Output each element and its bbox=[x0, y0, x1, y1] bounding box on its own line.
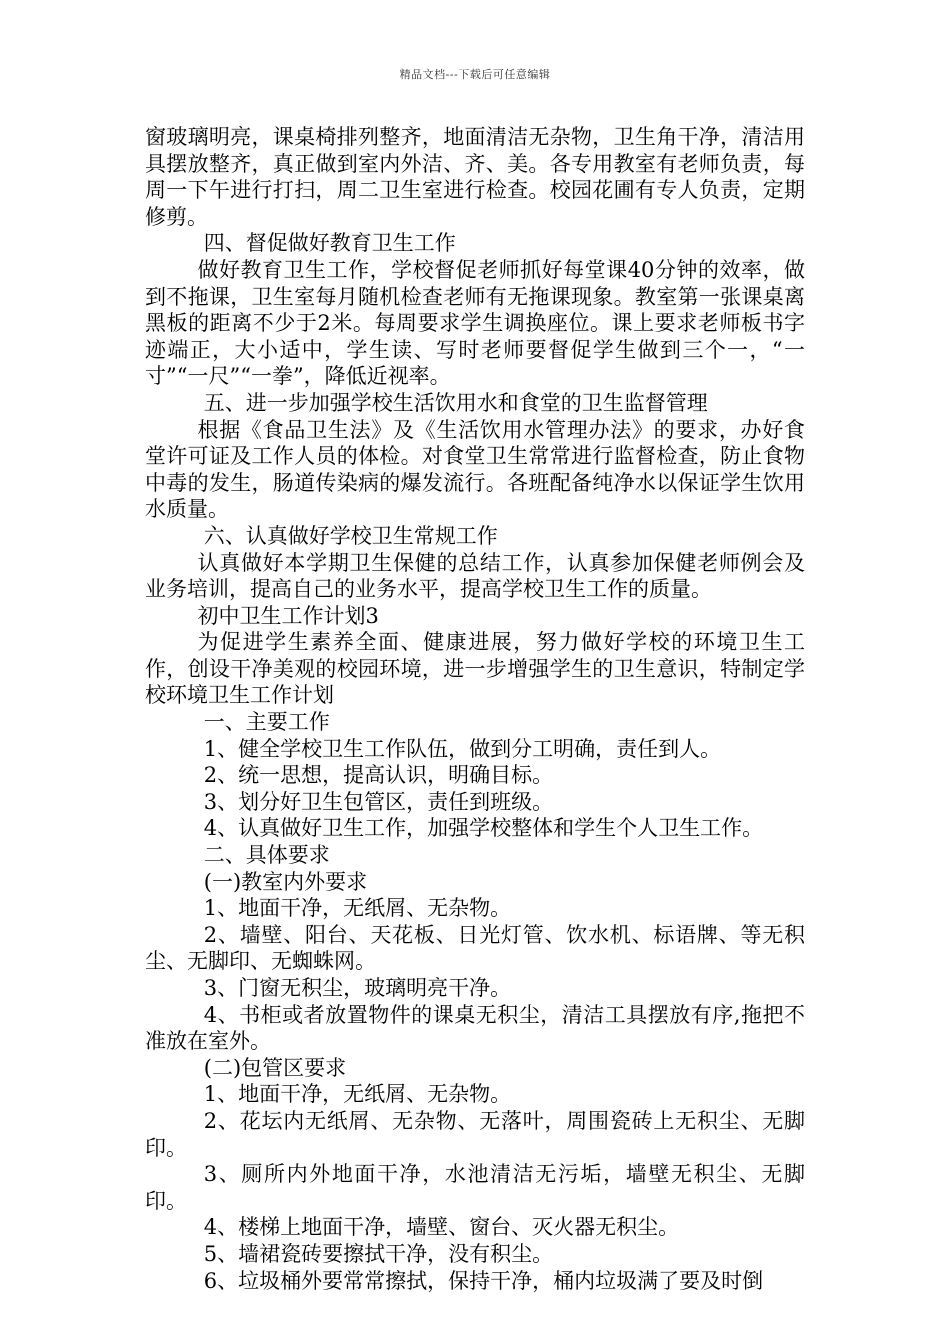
paragraph: 做好教育卫生工作，学校督促老师抓好每堂课40分钟的效率，做到不拖课，卫生室每月随机检查老师有无拖课现象。教室第一张课桌离黑板的距离不少于2米。每周要求学生调换座位。课上要求老师板书字迹端正，大小适中，学生读、写时老师要督促学生做到三个一，“一寸”“一尺”“一拳”，降低近视率。 bbox=[145, 257, 805, 389]
list-item: 2、墙壁、阳台、天花板、日光灯管、饮水机、标语牌、等无积尘、无脚印、无蜘蛛网。 bbox=[145, 922, 805, 974]
document-body bbox=[145, 124, 805, 1294]
paragraph: 根据《食品卫生法》及《生活饮用水管理办法》的要求，办好食堂许可证及工作人员的体检。对食堂卫生常常进行监督检查，防止食物中毒的发生，肠道传染病的爆发流行。各班配备纯净水以保证学生饮用水质量。 bbox=[145, 417, 805, 522]
list-item: 4、楼梯上地面干净，墙壁、窗台、灭火器无积尘。 bbox=[203, 1215, 680, 1240]
subsection-heading: (一)教室内外要求 bbox=[203, 869, 368, 894]
list-item: 4、认真做好卫生工作，加强学校整体和学生个人卫生工作。 bbox=[203, 816, 764, 841]
section-heading: 六、认真做好学校卫生常规工作 bbox=[203, 523, 498, 548]
paragraph: 窗玻璃明亮，课桌椅排列整齐，地面清洁无杂物，卫生角干净，清洁用具摆放整齐，真正做到室内外洁、齐、美。各专用教室有老师负责，每周一下午进行打扫，周二卫生室进行检查。校园花圃有专人负责，定期修剪。 bbox=[145, 125, 805, 229]
list-item: 2、统一思想，提高认识，明确目标。 bbox=[203, 763, 554, 788]
list-item: 1、地面干净，无纸屑、无杂物。 bbox=[203, 1082, 512, 1107]
list-item: 3、门窗无积尘，玻璃明亮干净。 bbox=[203, 976, 512, 1000]
list-item: 3、厕所内外地面干净，水池清洁无污垢，墙壁无积尘、无脚印。 bbox=[145, 1162, 805, 1213]
list-item: 6、垃圾桶外要常常擦拭，保持干净，桶内垃圾满了要及时倒 bbox=[203, 1268, 764, 1293]
subsection-heading: (二)包管区要求 bbox=[203, 1055, 347, 1080]
list-item: 4、书柜或者放置物件的课桌无积尘，清洁工具摆放有序,拖把不准放在室外。 bbox=[145, 1002, 805, 1054]
list-item: 2、花坛内无纸屑、无杂物、无落叶，周围瓷砖上无积尘、无脚印。 bbox=[145, 1108, 805, 1160]
section-title: 初中卫生工作计划3 bbox=[197, 603, 379, 628]
section-heading: 四、督促做好教育卫生工作 bbox=[203, 231, 456, 256]
page-header: 精品文档---下载后可任意编辑 bbox=[399, 68, 551, 81]
list-item: 5、墙裙瓷砖要擦拭干净，没有积尘。 bbox=[203, 1241, 554, 1266]
list-item: 3、划分好卫生包管区，责任到班级。 bbox=[203, 789, 554, 814]
paragraph: 认真做好本学期卫生保健的总结工作，认真参加保健老师例会及业务培训，提高自己的业务水平，提高学校卫生工作的质量。 bbox=[145, 550, 805, 602]
paragraph: 为促进学生素养全面、健康进展，努力做好学校的环境卫生工作，创设干净美观的校园环境，进一步增强学生的卫生意识，特制定学校环境卫生工作计划 bbox=[145, 630, 805, 708]
list-item: 1、健全学校卫生工作队伍，做到分工明确，责任到人。 bbox=[203, 736, 722, 761]
section-heading: 五、进一步加强学校生活饮用水和食堂的卫生监督管理 bbox=[203, 390, 708, 415]
section-heading: 二、具体要求 bbox=[203, 843, 330, 868]
list-item: 1、地面干净，无纸屑、无杂物。 bbox=[203, 896, 512, 921]
section-heading: 一、主要工作 bbox=[203, 710, 330, 735]
